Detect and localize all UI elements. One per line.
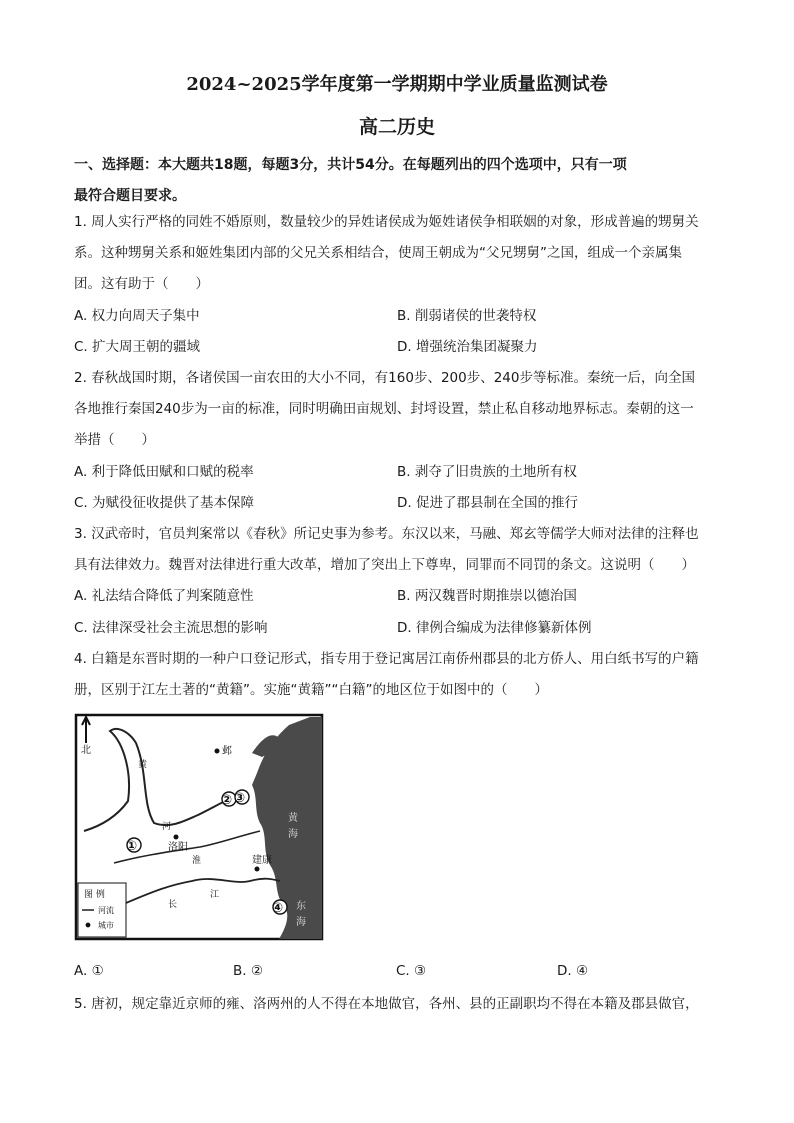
marker-4-label: ④ bbox=[272, 901, 284, 916]
luoyang-city-icon bbox=[174, 835, 179, 840]
sea-hai-label: 海 bbox=[288, 829, 298, 840]
q4-option-b: B. ② bbox=[233, 963, 263, 979]
q1-line-3: 团。这有助于（ ） bbox=[74, 276, 209, 292]
q4-line-1: 4. 白籍是东晋时期的一种户口登记形式，指专用于登记寓居江南侨州郡县的北方侨人、用白纸书写的户籍 bbox=[74, 651, 699, 667]
river-he-label: 河 bbox=[162, 822, 172, 832]
north-label: 北 bbox=[81, 745, 91, 756]
q2-line-2: 各地推行秦国240步为一亩的标准，同时明确田亩规划、封埒设置，禁止私自移动地界标志。秦朝的这一 bbox=[74, 401, 694, 417]
river-huang-label: 黄 bbox=[138, 760, 148, 770]
q3-line-1: 3. 汉武帝时，官员判案常以《春秋》所记史事为参考。东汉以来，马融、郑玄等儒学大师对法律的注释也 bbox=[74, 526, 699, 542]
legend-title: 图 例 bbox=[84, 890, 105, 900]
map-svg bbox=[74, 713, 324, 941]
q2-line-1: 2. 春秋战国时期，各诸侯国一亩农田的大小不同，有160步、200步、240步等标准。秦统一后，向全国 bbox=[74, 370, 695, 386]
q3-line-2: 具有法律效力。魏晋对法律进行重大改革，增加了突出上下尊卑，同罪而不同罚的条文。这说明（ ） bbox=[74, 557, 695, 573]
sea-huang-label: 黄 bbox=[288, 813, 298, 824]
ye-label: 邺 bbox=[222, 746, 232, 757]
section-line-1: 一、选择题：本大题共18题，每题3分，共计54分。在每题列出的四个选项中，只有一项 bbox=[74, 157, 627, 173]
q1-line-1: 1. 周人实行严格的同姓不婚原则，数量较少的异姓诸侯成为姬姓诸侯争相联姻的对象，形成普遍的甥舅关 bbox=[74, 214, 699, 230]
q4-option-c: C. ③ bbox=[396, 963, 427, 979]
q2-option-d: D. 促进了郡县制在全国的推行 bbox=[397, 495, 578, 511]
legend-river-label: 河流 bbox=[98, 906, 114, 915]
section-heading bbox=[74, 150, 724, 212]
subject-title: 高二历史 bbox=[358, 116, 435, 138]
q4-option-a: A. ① bbox=[74, 963, 104, 979]
q1-option-b: B. 削弱诸侯的世袭特权 bbox=[397, 308, 537, 324]
jiankang-label: 建康 bbox=[252, 855, 272, 866]
jiankang-city-icon bbox=[255, 867, 260, 872]
exam-title: 2024~2025学年度第一学期期中学业质量监测试卷 bbox=[186, 74, 608, 95]
eastern-jin-map bbox=[74, 713, 324, 941]
q2-line-3: 举措（ ） bbox=[74, 432, 155, 448]
q1-line-2: 系。这种甥舅关系和姬姓集团内部的父兄关系相结合，使周王朝成为“父兄甥舅”之国，组成一个亲属集 bbox=[74, 245, 682, 261]
q2-option-a: A. 利于降低田赋和口赋的税率 bbox=[74, 464, 254, 480]
q4-line-2: 册，区别于江左土著的“黄籍”。实施“黄籍”“白籍”的地区位于如图中的（ ） bbox=[74, 682, 548, 698]
q3-option-d: D. 律例合编成为法律修纂新体例 bbox=[397, 620, 592, 636]
q2-option-b: B. 剥夺了旧贵族的土地所有权 bbox=[397, 464, 577, 480]
q3-option-a: A. 礼法结合降低了判案随意性 bbox=[74, 588, 254, 604]
q4-option-d: D. ④ bbox=[557, 963, 589, 979]
legend-city-label: 城市 bbox=[98, 921, 114, 930]
ye-city-icon bbox=[215, 749, 220, 754]
luoyang-label: 洛阳 bbox=[168, 842, 188, 853]
river-chang-label: 长 bbox=[168, 900, 178, 910]
river-huai-label: 淮 bbox=[192, 856, 202, 866]
legend-city-icon bbox=[86, 923, 91, 928]
q2-option-c: C. 为赋役征收提供了基本保障 bbox=[74, 495, 255, 511]
marker-3-label: ③ bbox=[234, 791, 246, 806]
river-jiang-label: 江 bbox=[210, 890, 220, 900]
q3-option-c: C. 法律深受社会主流思想的影响 bbox=[74, 620, 268, 636]
marker-1-label: ① bbox=[126, 839, 138, 854]
sea-dong-label: 东 bbox=[296, 901, 306, 912]
q1-option-a: A. 权力向周天子集中 bbox=[74, 308, 200, 324]
q3-option-b: B. 两汉魏晋时期推崇以德治国 bbox=[397, 588, 577, 604]
marker-2-label: ② bbox=[221, 793, 233, 808]
section-line-2: 最符合题目要求。 bbox=[74, 188, 186, 204]
sea-hai-east-label: 海 bbox=[296, 917, 306, 928]
q1-option-d: D. 增强统治集团凝聚力 bbox=[397, 339, 538, 355]
q5-line-1: 5. 唐初，规定靠近京师的雍、洛两州的人不得在本地做官，各州、县的正副职均不得在本籍及郡县做官， bbox=[74, 996, 699, 1012]
q1-option-c: C. 扩大周王朝的疆域 bbox=[74, 339, 201, 355]
